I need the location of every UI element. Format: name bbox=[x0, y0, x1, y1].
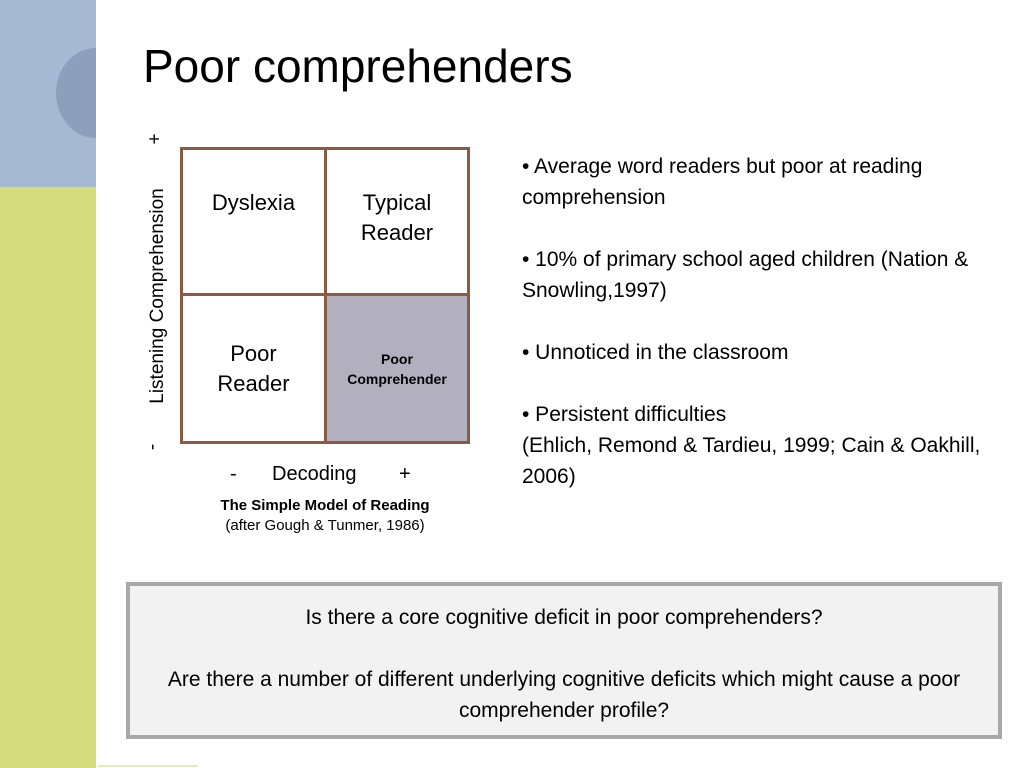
question-2: Are there a number of different underlying cognitive deficits which might cause a poor comprehender profile? bbox=[167, 668, 961, 722]
cell-dyslexia-label: Dyslexia bbox=[211, 190, 296, 215]
cell-dyslexia bbox=[183, 150, 327, 296]
bullet-citation: (Ehlich, Remond & Tardieu, 1999; Cain & Oakhill, 2006) bbox=[522, 434, 981, 488]
bullet-item: • Unnoticed in the classroom bbox=[522, 341, 789, 364]
diagram-caption-source: (after Gough & Tunmer, 1986) bbox=[225, 517, 425, 534]
bullet-item: • 10% of primary school aged children (Nation & Snowling,1997) bbox=[522, 248, 969, 302]
y-axis-label: Listening Comprehension bbox=[147, 188, 168, 404]
decorative-circle bbox=[56, 48, 136, 138]
question-box bbox=[126, 582, 1002, 739]
bullet-item: • Average word readers but poor at reading comprehension bbox=[522, 155, 923, 209]
bullet-item: • Persistent difficulties bbox=[522, 403, 727, 426]
cell-poor-reader bbox=[183, 296, 327, 441]
y-axis-plus: + bbox=[144, 133, 166, 145]
cell-poor-comprehender bbox=[327, 296, 467, 441]
decorative-line bbox=[98, 765, 198, 767]
question-1: Is there a core cognitive deficit in poor comprehenders? bbox=[305, 606, 823, 629]
cell-poor-reader-label: Poor Reader bbox=[217, 340, 290, 396]
cell-typical-reader bbox=[327, 150, 467, 296]
x-axis-plus: + bbox=[399, 463, 411, 485]
slide-title: Poor comprehenders bbox=[143, 40, 573, 92]
bullet-item-group bbox=[522, 399, 982, 492]
x-axis-minus: - bbox=[230, 463, 237, 485]
simple-model-grid bbox=[180, 147, 470, 444]
y-axis-minus: - bbox=[142, 443, 164, 451]
diagram-caption: The Simple Model of Reading bbox=[220, 497, 430, 514]
x-axis-label: Decoding bbox=[272, 463, 357, 485]
sidebar-green-band bbox=[0, 187, 96, 768]
cell-typical-reader-label: Typical Reader bbox=[360, 190, 434, 245]
bullet-list bbox=[522, 151, 982, 492]
cell-poor-comprehender-label: Poor Comprehender bbox=[347, 350, 447, 387]
